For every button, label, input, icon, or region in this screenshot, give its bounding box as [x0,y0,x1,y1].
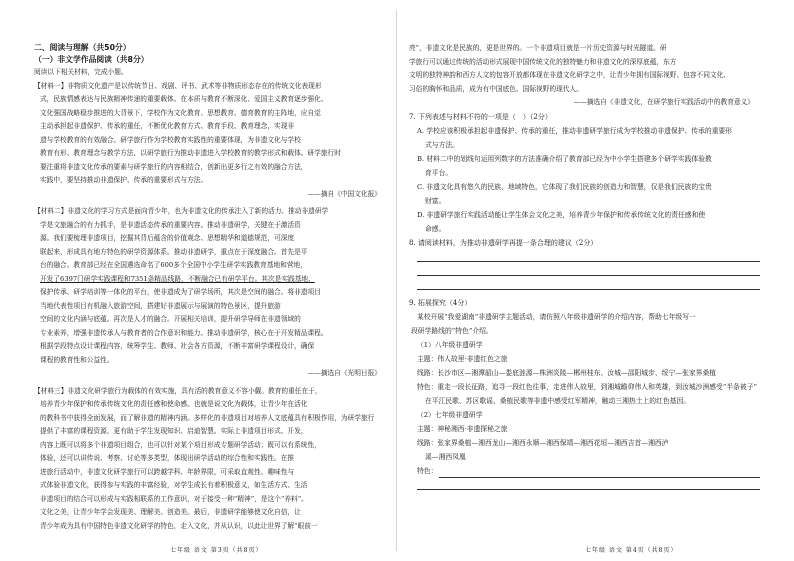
page-footer-right: 七年级 语文 第4页（共8页） [585,547,678,554]
material-line: 提供了丰富的课程资源，更有助于学生发现知识、启迪智慧。实际上非遗项目形式、开发， [40,427,308,435]
material-line: 主动承担起非遗保护、传承的重任，不断优化教育方式、教育手段、教育理念，实现非 [40,122,295,130]
material-line: 培养青少年保护和传承传统文化的责任感和使命感。也就是说文化为载体，让青少年在活化 [40,400,308,408]
material-three-continued [409,42,760,110]
option-b-cont: 育平台。 [425,168,453,177]
material-source: ——摘自《中国文化报》 [307,189,381,198]
material-line: 式，民族情感表达与民族精神传递的重要载体。在本质与教育不断深化、爱国主义教育逐步强化、 [40,95,328,103]
material-line: 文明的独特神韵和西方人文的包容开放都体现在非遗文化研学之中，让青少年拥有国际视野、包容不同文化、 [409,71,730,79]
grade8-feature: 特色：重走一段长征路，追寻一段红色往事，走进伟人故里，到湘城瞻仰伟人和英雄，到汝城沙洲感受“半条被子” [417,382,757,391]
grade7-route: 线路：张家界桑植—湘西龙山—湘西永顺—湘西保靖—湘西花垣—湘西吉首—湘西泸 [417,438,669,447]
material-line: 体验，还可以讲传说、考察、讨论等多类型，体现出研学活动的综合性和实践性。在推 [40,454,295,462]
question-9 [409,296,760,490]
material-line: 内容上既可以将多个非遗项目组合，也可以针对某个项目形成专题研学活动；既可以有系统性， [40,440,321,449]
material-source: ——摘选自《非遗文化，在研学旅行实践活动中的教育意义》 [573,98,754,106]
question-8 [409,236,760,290]
material-line: 联起来，形成具有地方特色的研学资源体系。推动非遗研学，重点在于深度融合。首先是平 [40,247,308,256]
grade7-feature-row [409,464,760,478]
material-line: 习俗的胸怀和品质，成为有中国底色、国际视野的现代人。 [409,84,583,93]
material-three [34,385,387,534]
material-line: 实践中，要坚持推动非遗保护、传承的重要形式与方法。 [40,176,208,184]
material-line: 源。我们要梳理非遗项目，挖掘其背后蕴含的价值观念、思想精华和道德规范，可深度 [40,234,295,242]
grade8-title: （1）八年级非遗研学 [417,340,483,349]
material-line: 非遗项目的结合可以形成与实践相联系的工作意识，对于接受一种“精神”，是这个“养料”。 [40,494,308,503]
grade7-title: （2）七年级非遗研学 [417,410,483,419]
question-7 [409,110,760,236]
material-two [34,205,387,381]
underlined-sentence: 开发了6397门研学实践课程和7351条精品线路，不断融合已有研学平台。其次是实践基地、 [40,274,315,283]
material-line: 【材料一】非物质文化遗产是以传统节日、戏剧、评书、武术等非物质形态存在的传统文化表现形 [34,81,322,90]
material-line: 进旅行活动中，非遗文化研学旅行可以跨越学科、年龄界限，可采取直观性、趣味性与 [40,467,295,476]
material-line: 保护传承、研学培训等一体化的平台，使非遗成为了研学场所，其次是空间的融合。将非遗项目 [40,288,321,296]
question-stem: 7. 下列表述与材料不符的一项是（ ）（2分） [409,112,552,121]
material-line: 文化强国战略稳步推进的大背景下，学校作为文化教育、思想教育、德育教育的主阵地，应自觉 [40,108,321,117]
question-stem: 8. 请阅读材料，为推动非遗研学再提一条合理的建议（2分） [409,238,598,247]
material-line: 根据学段特点设计课程内容，统筹学生、教师、社会各方资源，不断丰富研学课程设计，确保 [40,342,315,350]
answer-line[interactable] [417,278,760,290]
material-line: 青少年成为具有中国特色非遗文化研学的特色，走入文化，并从认识，以此让世界了解“眼前一 [40,521,318,530]
option-b: B. 材料二中的划线句运用列数字的方法准确介绍了教育部已经为中小学生搭建多个研学实践体验教 [417,154,712,163]
material-line: 当地代表性项目有机融入旅游空间，搭建好非遗展示与展演的特色景区，提升旅游 [40,301,281,310]
option-d-cont: 命感。 [425,224,446,233]
option-a: A. 学校应该积极承担起非遗保护、传承的重任，推动非遗研学旅行成为学校推动非遗保护、传承的重要形 [417,126,733,135]
material-one [34,80,387,202]
option-c-cont: 财富。 [425,196,446,205]
instruction: 阅读以下相关材料，完成小题。 [34,68,128,76]
feature-answer-line[interactable] [439,467,760,478]
answer-line[interactable] [417,478,760,490]
material-line: 台的融合。教育部已经在全国遴选命名了600多个全国中小学生研学实践教育基地和营地， [40,261,307,269]
grade8-feature-cont: 在平江民歌、苏区歌谣、桑植民歌等非遗中感受红军精神，触动三湘热土上的红色基因。 [425,396,691,405]
grade8-theme: 主题：伟人故里·非遗红色之旅 [417,354,508,363]
grade7-route-cont: 溪—湘西凤凰 [425,452,466,461]
answer-line[interactable] [417,264,760,276]
page-footer-left: 七年级 语文 第3页（共8页） [170,547,263,554]
subsection-title: （一）非文学作品阅读（共8分） [34,55,149,64]
material-line: 的教科书中获得全面发展，而了解非遗的精神内涵。多样化的非遗项目对培养人文底蕴具有积极作用，为研学旅行 [40,413,375,422]
material-line: 学是文旅融合的有力抓手，是非遗活态传承的重要内容。推动非遗研学，关键在于激活资 [40,220,301,229]
grade7-theme: 主题：神秘湘西·非遗探秘之旅 [417,424,508,433]
material-line: 【材料二】非遗文化的学习方式是面向青少年，也为非遗文化的传承注入了新的活力。推动非遗研学 [34,207,329,215]
option-c: C. 非遗文化具有悠久的民族、地域特色，它体现了我们民族的创造力和智慧，仅是我们民族的宝贵 [417,182,712,191]
grade8-route: 线路：长沙市区—湘潭韶山—娄底涟源—株洲炎陵—郴州桂东、汝城—邵阳城步、绥宁—张家界桑植 [417,368,717,377]
material-line: 遗与学校教育的有效融合。研学旅行作为学校教育实践性的重要体现，为非遗文化与学校 [40,135,301,144]
material-line: 亮”，非遗文化是民族的，更是世界的。一个非遗项目就是一片历史资源与时光隧道。研 [409,44,667,52]
question-stem: 9. 拓展探究（4分） [409,298,472,307]
material-line: 空间的文化内涵与底蕴。再次是人才的融合。开展相关培训，提升研学导师在非遗领域的 [40,315,301,323]
material-line: 文化之美，让青少年学会发现美、理解美、创造美。最后，非遗研学能够使文化自信，让 [40,508,301,516]
answer-line[interactable] [417,250,760,262]
material-line: 【材料三】非遗文化研学旅行为载体的有效实施，具有活的教育意义不容小觑。教育的重任在于， [34,386,322,395]
material-line: 课程的教育性和公益性。 [40,355,114,364]
section-title: 二、阅读与理解（共50分） [34,43,131,52]
grade7-feature-label: 特色： [417,466,438,475]
option-d: D. 非遗研学旅行实践活动能让学生体会文化之美，培养青少年保护和传承传统文化的责任感和使 [417,210,706,219]
material-line: 专业素养，增强非遗传承人与教育者的合作意识和能力。推动非遗研学，核心在于开发精品课程。 [40,328,328,337]
material-line: 学旅行可以通过传统的活动形式展现中国传统文化的独特魅力和非遗文化的深厚底蕴，东方 [409,57,677,66]
right-page [397,0,794,561]
question-intro: 段研学路线的“特色”介绍。 [411,326,493,335]
material-line: 要注重将非遗文化传承的要素与研学旅行的内容相结合，创新出更多行之有效的融合方法， [40,162,308,171]
question-intro: 某校开展“我爱湖南”非遗研学主题活动，请仿照八年级非遗研学的介绍内容，帮助七年级写一 [417,312,696,321]
material-line: 式体验非遗文化，获得参与实践的丰富经验，对学生成长有着积极意义，如生活方式、生活 [40,481,308,489]
material-line: 教育有形、教育理念与教学方法，以研学旅行为推动非遗进入学校教育的教学形式和载体。研学旅行时 [40,149,341,157]
option-a-cont: 式与方法。 [425,140,459,149]
material-source: ——摘选自《光明日报》 [307,369,381,377]
